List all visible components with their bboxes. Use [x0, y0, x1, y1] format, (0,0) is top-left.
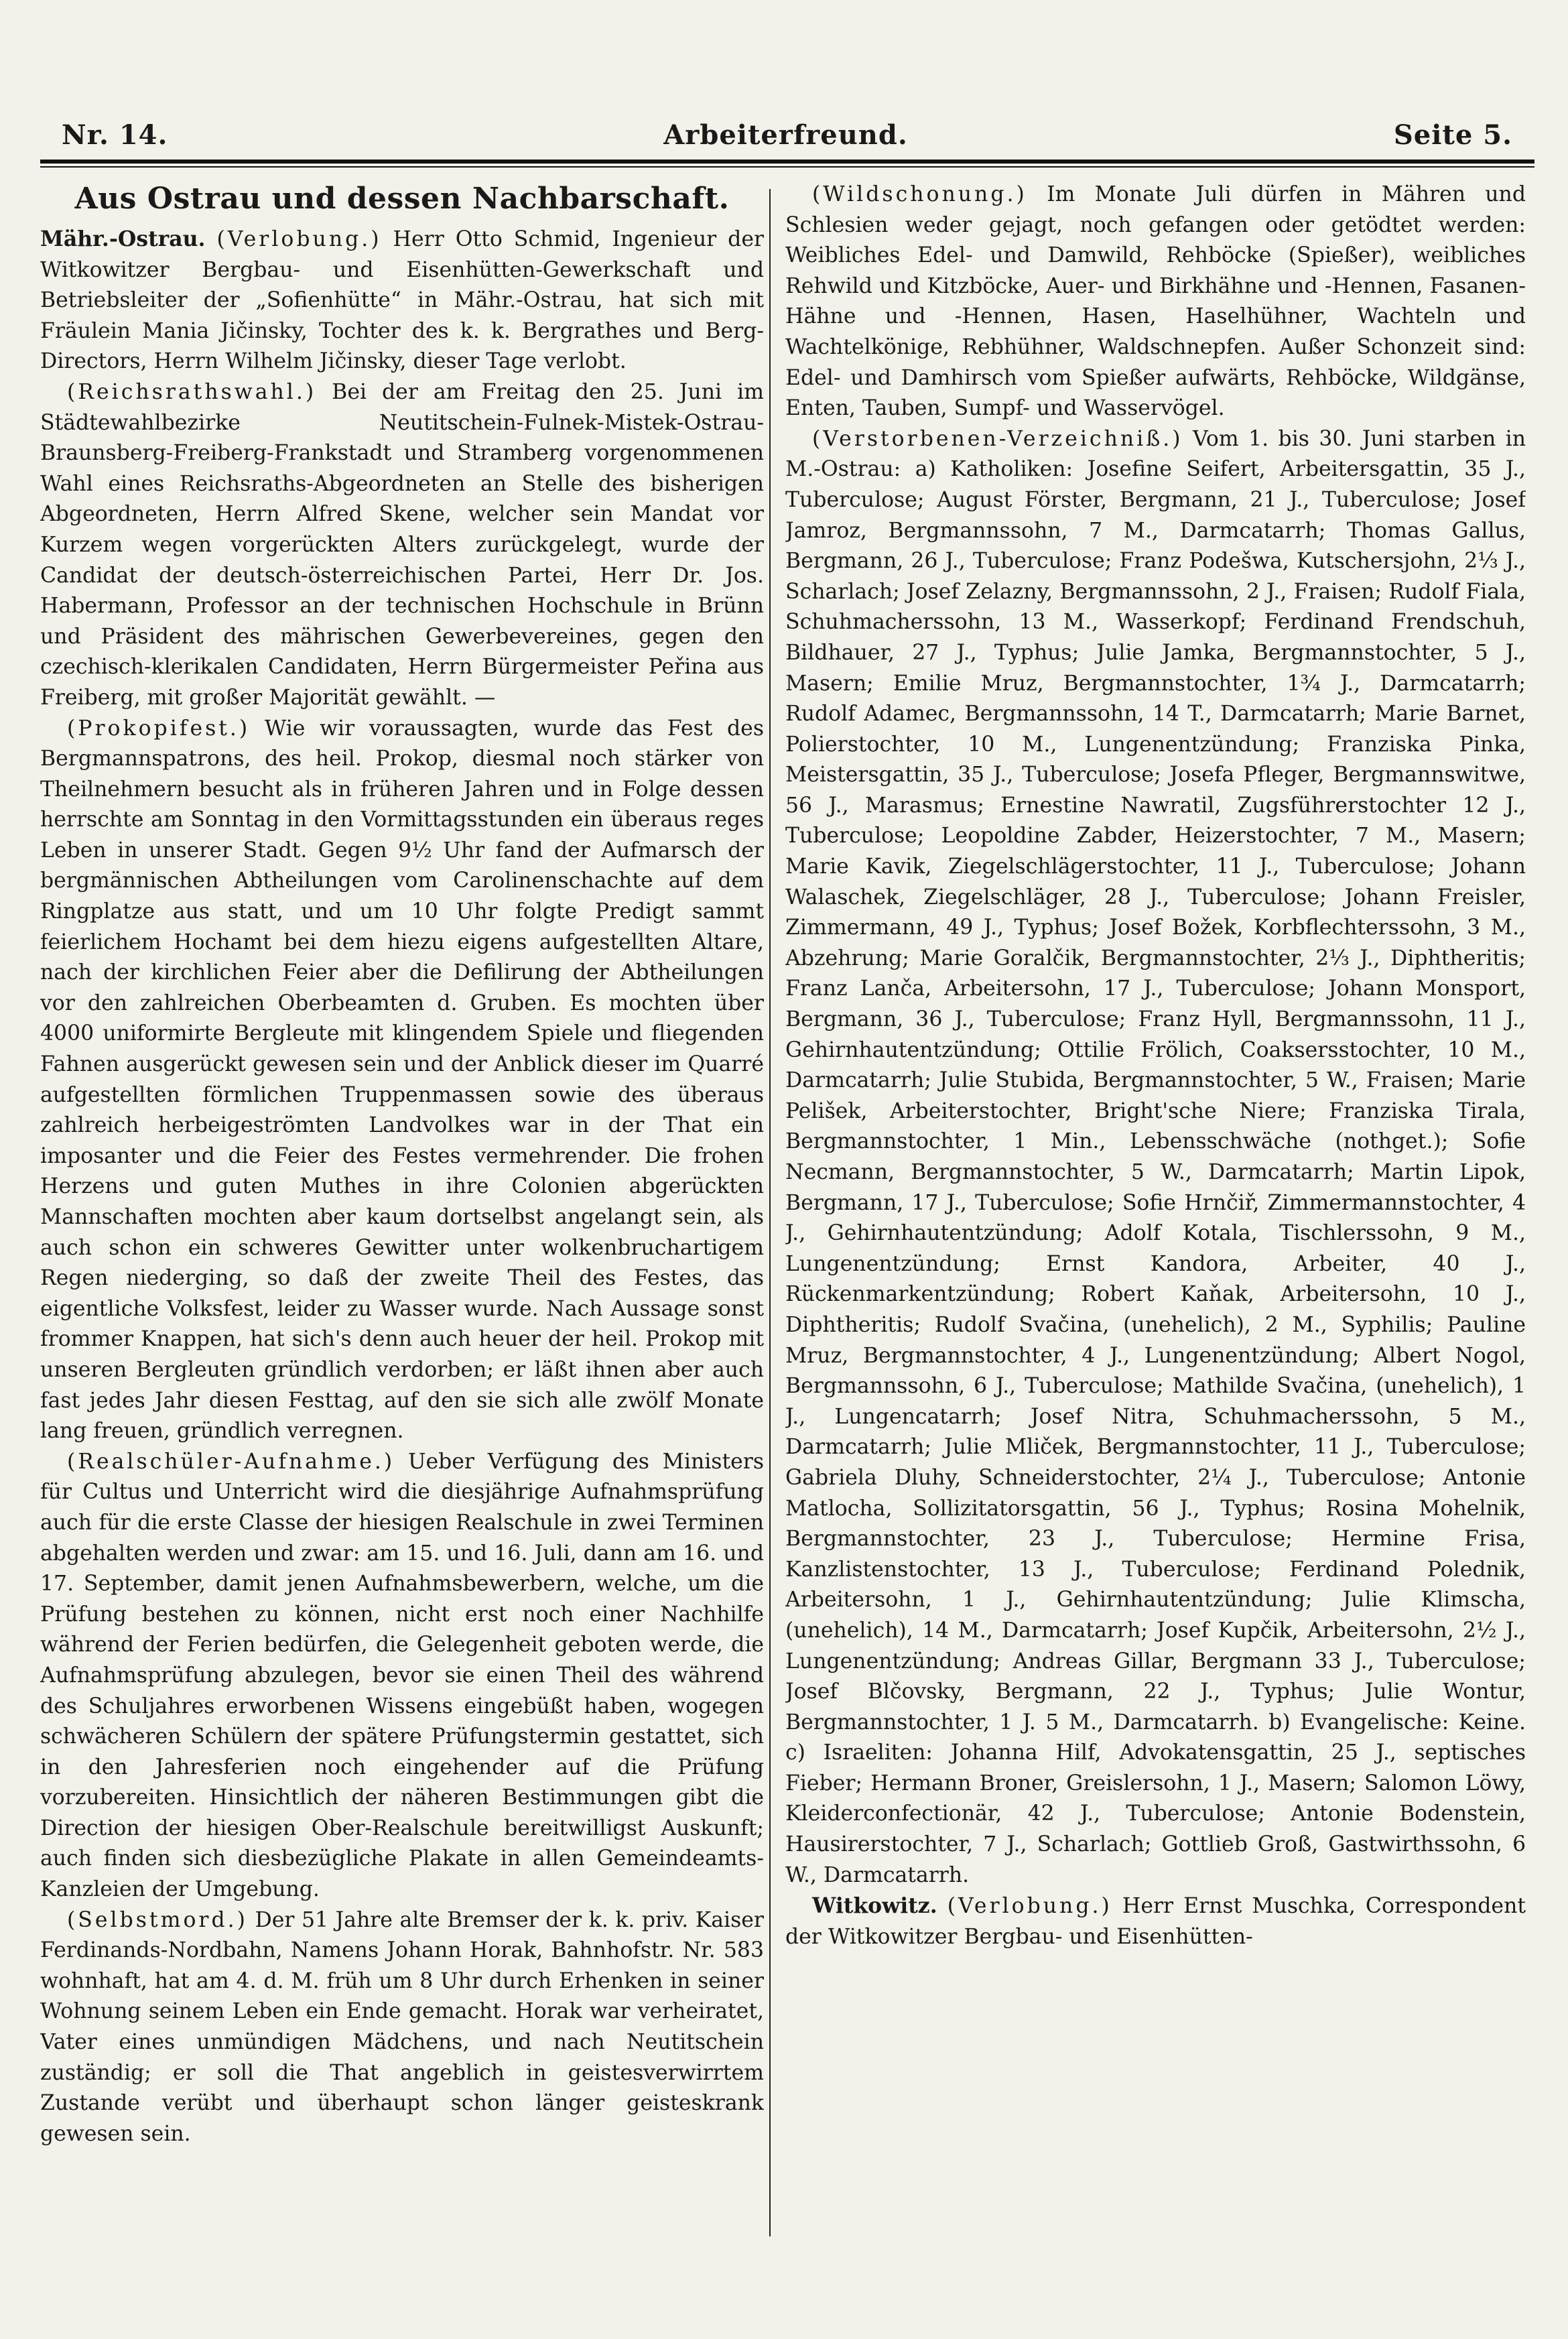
masthead-rule [40, 160, 1534, 164]
article-verlobung-witkowitz [785, 1891, 1526, 1952]
article-selbstmord [40, 1905, 764, 2150]
issue-number: Nr. 14. [62, 119, 168, 151]
left-column [40, 180, 764, 2251]
article-title: (Reichsrathswahl.) [67, 379, 317, 404]
page-number: Seite 5. [1393, 119, 1512, 151]
article-title: (Verstorbenen-Verzeichniß.) [812, 426, 1183, 451]
article-verstorbene [785, 424, 1526, 1891]
article-place: Witkowitz. [812, 1893, 937, 1919]
article-title: (Selbstmord.) [67, 1907, 248, 1932]
article-text: Vom 1. bis 30. Juni starben in M.-Ostrau: a) Katholiken: Josefine Seifert, Arbeitersgattin, 35 J., Tuberculose; August Förster, Bergmann, 21 J., Tuberculose; Josef Jamroz, Bergmannssohn, 7 M., Darmcatarrh; Thomas Gallus, Bergmann, 26 J., Tuberculose; Franz Podešwa, Kutschersjohn, 2⅓ J., Scharlach; Josef Zelazny, Bergmannssohn, 2 J., Fraisen; Rudolf Fiala, Schuhmacherssohn, 13 M., Wasserkopf; Ferdinand Frendschuh, Bildhauer, 27 J., Typhus; Julie Jamka, Bergmannstochter, 5 J., Masern; Emilie Mruz, Bergmannstochter, 1¾ J., Darmcatarrh; Rudolf Adamec, Bergmannssohn, 14 T., Darmcatarrh; Marie Barnet, Polierstochter, 10 M., Lungenentzündung; Franziska Pinka, Meistersgattin, 35 J., Tuberculose; Josefa Pfleger, Bergmannswitwe, 56 J., Marasmus; Ernestine Nawratil, Zugsführerstochter 12 J., Tuberculose; Leopoldine Zabder, Heizerstochter, 7 M., Masern; Marie Kavik, Ziegelschlägerstochter, 11 J., Tuberculose; Johann Walaschek, Ziegelschläger, 28 J., Tuberculose; Johann Freisler, Zimmermann, 49 J., Typhus; Josef Božek, Korbflechterssohn, 3 M., Abzehrung; Marie Goralčik, Bergmannstochter, 2⅓ J., Diphtheritis; Franz Lanča, Arbeitersohn, 17 J., Tuberculose; Johann Monsport, Bergmann, 36 J., Tuberculose; Franz Hyll, Bergmannssohn, 11 J., Gehirnhautentzündung; Ottilie Frölich, Coaksersstochter, 10 M., Darmcatarrh; Julie Stubida, Bergmannstochter, 5 W., Fraisen; Marie Pelišek, Arbeiterstochter, Bright'sche Niere; Franziska Tirala, Bergmannstochter, 1 Min., Lebensschwäche (nothget.); Sofie Necmann, Bergmannstochter, 5 W., Darmcatarrh; Martin Lipok, Bergmann, 17 J., Tuberculose; Sofie Hrnčiř, Zimmermannstochter, 4 J., Gehirnhautentzündung; Adolf Kotala, Tischlerssohn, 9 M., Lungenentzündung; Ernst Kandora, Arbeiter, 40 J., Rückenmarkentzündung; Robert Kaňak, Arbeitersohn, 10 J., Diphtheritis; Rudolf Svačina, (unehelich), 2 M., Syphilis; Pauline Mruz, Bergmannstochter, 4 J., Lungenentzündung; Albert Nogol, Bergmannssohn, 6 J., Tuberculose; Mathilde Svačina, (unehelich), 1 J., Lungencatarrh; Josef Nitra, Schuhmacherssohn, 5 M., Darmcatarrh; Julie Mliček, Bergmannstochter, 11 J., Tuberculose; Gabriela Dluhy, Schneiderstochter, 2¼ J., Tuberculose; Antonie Matlocha, Sollizitatorsgattin, 56 J., Typhus; Rosina Mohelnik, Bergmannstochter, 23 J., Tuberculose; Hermine Frisa, Kanzlistenstochter, 13 J., Tuberculose; Ferdinand Polednik, Arbeitersohn, 1 J., Gehirnhautentzündung; Julie Klimscha, (unehelich), 14 M., Darmcatarrh; Josef Kupčik, Arbeitersohn, 2½ J., Lungenentzündung; Andreas Gillar, Bergmann 33 J., Tuberculose; Josef Blčovsky, Bergmann, 22 J., Typhus; Julie Wontur, Bergmannstochter, 1 J. 5 M., Darmcatarrh. b) Evangelische: Keine. c) Israeliten: Johanna Hilf, Advokatensgattin, 25 J., septisches Fieber; Hermann Broner, Greislersohn, 1 J., Masern; Salomon Löwy, Kleiderconfectionär, 42 J., Tuberculose; Antonie Bodenstein, Hausirerstochter, 7 J., Scharlach; Gottlieb Groß, Gastwirthssohn, 6 W., Darmcatarrh. [785, 426, 1526, 1887]
article-title: (Prokopifest.) [67, 716, 251, 741]
article-prokopifest [40, 714, 764, 1447]
article-text: Im Monate Juli dürfen in Mähren und Schlesien weder gejagt, noch gefangen oder getödtet werden: Weibliches Edel- und Damwild, Rehböcke (Spießer), weibliches Rehwild und Kitzböcke, Auer- und Birkhähne und -Hennen, Fasanen-Hähne und -Hennen, Hasen, Haselhühner, Wachteln und Wachtelkönige, Rebhühner, Waldschnepfen. Außer Schonzeit sind: Edel- und Damhirsch vom Spießer aufwärts, Rehböcke, Wildgänse, Enten, Tauben, Sumpf- und Wasservögel. [785, 182, 1526, 421]
article-wildschonung [785, 180, 1526, 424]
article-text: Herr Ernst Muschka, Correspondent der Witkowitzer Bergbau- und Eisenhütten- [785, 1894, 1526, 1949]
article-title: (Verlobung.) [947, 1894, 1112, 1919]
article-text: Der 51 Jahre alte Bremser der k. k. priv. Kaiser Ferdinands-Nordbahn, Namens Johann Horak, Bahnhofstr. Nr. 583 wohnhaft, hat am 4. d. M. früh um 8 Uhr durch Erhenken in seiner Wohnung seinem Leben ein Ende gemacht. Horak war verheiratet, Vater eines unmündigen Mädchens, und nach Neutitschein zuständig; er soll die That angeblich in geistesverwirrtem Zustande verübt und überhaupt schon länger geisteskrank gewesen sein. [40, 1907, 764, 2146]
article-text: Bei der am Freitag den 25. Juni im Städtewahlbezirke Neutitschein-Fulnek-Mistek-Ostrau-Braunsberg-Freiberg-Frankstadt und Stramberg vorgenommenen Wahl eines Reichsraths-Abgeordneten an Stelle des bisherigen Abgeordneten, Herrn Alfred Skene, welcher sein Mandat vor Kurzem wegen vorgerückten Alters zurückgelegt, wurde der Candidat der deutsch-österreichischen Partei, Herr Dr. Jos. Habermann, Professor an der technischen Hochschule in Brünn und Präsident des mährischen Gewerbevereines, gegen den czechisch-klerikalen Candidaten, Herrn Bürgermeister Peřina aus Freiberg, mit großer Majorität gewählt. — [40, 379, 764, 710]
article-place: Mähr.-Ostrau. [40, 227, 206, 251]
column-divider [769, 189, 771, 2236]
article-text: Wie wir voraussagten, wurde das Fest des Bergmannspatrons, des heil. Prokop, diesmal noch stärker von Theilnehmern besucht als in früheren Jahren und in Folge dessen herrschte am Sonntag in den Vormittagsstunden ein überaus reges Leben in unserer Stadt. Gegen 9½ Uhr fand der Aufmarsch der bergmännischen Abtheilungen vom Carolinenschachte auf dem Ringplatze aus statt, und um 10 Uhr folgte Predigt sammt feierlichem Hochamt bei dem hiezu eigens aufgestellten Altare, nach der kirchlichen Feier aber die Defilirung der Abtheilungen vor den zahlreichen Oberbeamten d. Gruben. Es mochten über 4000 uniformirte Bergleute mit klingendem Spiele und fliegenden Fahnen ausgerückt gewesen sein und der Anblick dieser im Quarré aufgestellten förmlichen Truppenmassen sowie des überaus zahlreich herbeigeströmten Landvolkes war in der That ein imposanter und die Feier des Festes vermehrender. Die frohen Herzens und guten Muthes in ihre Colonien abgerückten Mannschaften mochten aber kaum dortselbst angelangt sein, als auch schon ein schweres Gewitter unter wolkenbruchartigem Regen niederging, so daß der zweite Theil des Festes, das eigentliche Volksfest, leider zu Wasser wurde. Nach Aussage sonst frommer Knappen, hat sich's denn auch heuer der heil. Prokop mit unseren Bergleuten gründlich verdorben; er läßt ihnen aber auch fast jedes Jahr diesen Festtag, auf den sie sich alle zwölf Monate lang freuen, gründlich verregnen. [40, 716, 764, 1444]
article-reichsrathswahl [40, 377, 764, 714]
right-column [785, 180, 1526, 2251]
article-verlobung-ostrau [40, 224, 764, 377]
article-title: (Realschüler-Aufnahme.) [67, 1449, 395, 1474]
article-text: Herr Otto Schmid, Ingenieur der Witkowitzer Bergbau- und Eisenhütten-Gewerkschaft und Betriebsleiter der „Sofienhütte“ in Mähr.-Ostrau, hat sich mit Fräulein Mania Jičinsky, Tochter des k. k. Bergrathes und Berg-Directors, Herrn Wilhelm Jičinsky, dieser Tage verlobt. [40, 227, 764, 374]
newspaper-title: Arbeiterfreund. [663, 119, 908, 151]
section-headline: Aus Ostrau und dessen Nachbarschaft. [74, 182, 730, 216]
article-title: (Verlobung.) [216, 227, 382, 251]
article-title: (Wildschonung.) [812, 182, 1027, 206]
article-text: Ueber Verfügung des Ministers für Cultus und Unterricht wird die diesjährige Aufnahmsprüfung auch für die erste Classe der hiesigen Realschule in zwei Terminen abgehalten werden und zwar: am 15. und 16. Juli, dann am 16. und 17. September, damit jenen Aufnahmsbewerbern, welche, um die Prüfung bestehen zu können, nicht erst noch einer Nachhilfe während der Ferien bedürfen, die Gelegenheit geboten werde, die Aufnahmsprüfung abzulegen, bevor sie einen Theil des während des Schuljahres erworbenen Wissens eingebüßt haben, wogegen schwächeren Schülern der spätere Prüfungstermin gestattet, sich in den Jahresferien noch eingehender auf die Prüfung vorzubereiten. Hinsichtlich der näheren Bestimmungen gibt die Direction der hiesigen Ober-Realschule bereitwilligst Auskunft; auch finden sich diesbezügliche Plakate in allen Gemeindeamts-Kanzleien der Umgebung. [40, 1449, 764, 1902]
article-realschueler [40, 1447, 764, 1905]
masthead-rule-thin [40, 166, 1534, 168]
